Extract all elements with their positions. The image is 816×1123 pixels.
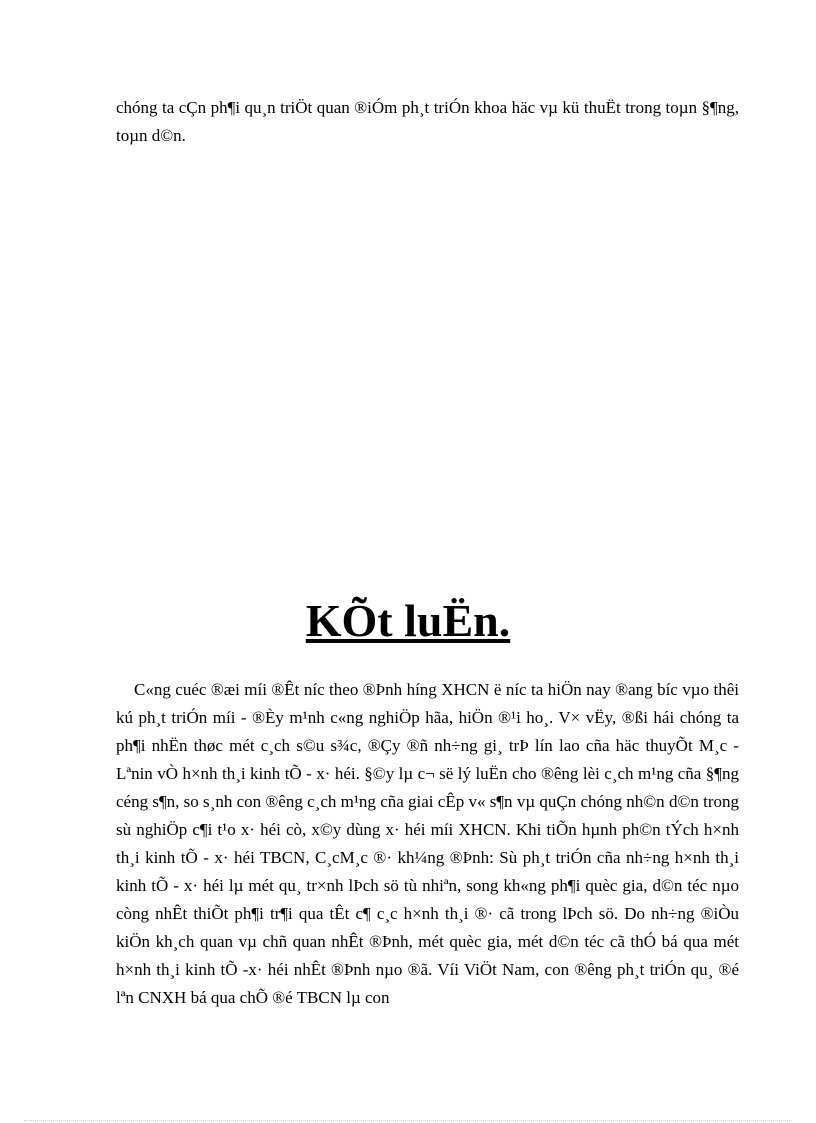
page-bottom-border (24, 1120, 792, 1121)
conclusion-heading: KÕt luËn. (305, 595, 511, 646)
intro-paragraph: chóng ta cÇn ph¶i qu¸n triÖt quan ®iÓm ph¸t triÓn khoa häc vµ kü thuËt trong toµn §¶ng, toµn d©n. (116, 98, 739, 145)
conclusion-paragraph: C«ng cuéc ®æi míi ®Êt níc theo ®Þnh híng XHCN ë níc ta hiÖn nay ®ang bíc vµo thêi kú ph¸t triÓn míi - ®Èy m¹nh c«ng nghiÖp hãa, hiÖn ®¹i ho¸. V× vËy, ®ßi hái chóng ta ph¶i nhËn thøc mét c¸ch s©u s¾c, ®Çy ®ñ nh÷ng gi¸ trÞ lín lao cña häc thuyÕt M¸c - Lªnin vÒ h×nh th¸i kinh tÕ - x· héi. §©y lµ c¬ së lý luËn cho ®êng lèi c¸ch m¹ng cña §¶ng céng s¶n, so s¸nh con ®êng c¸ch m¹ng cña giai cÊp v« s¶n vµ quÇn chóng nh©n d©n trong sù nghiÖp c¶i t¹o x· héi cò, x©y dùng x· héi míi XHCN. Khi tiÕn hµnh ph©n tÝch h×nh th¸i kinh tÕ - x· héi TBCN, C¸cM¸c ®· kh¼ng ®Þnh: Sù ph¸t triÓn cña nh÷ng h×nh th¸i kinh tÕ - x· héi lµ mét qu¸ tr×nh lÞch sö tù nhiªn, song kh«ng ph¶i quèc gia, d©n téc nµo còng nhÊt thiÕt ph¶i tr¶i qua tÊt c¶ c¸c h×nh th¸i ®· cã trong lÞch sö. Do nh÷ng ®iÒu kiÖn kh¸ch quan vµ chñ quan nhÊt ®Þnh, mét quèc gia, mét d©n téc cã thÓ bá qua mét h×nh th¸i kinh tÕ -x· héi nhÊt ®Þnh nµo ®ã. Víi ViÖt Nam, con ®êng ph¸t triÓn qu¸ ®é lªn CNXH bá qua chÕ ®é TBCN lµ con (116, 680, 739, 1007)
